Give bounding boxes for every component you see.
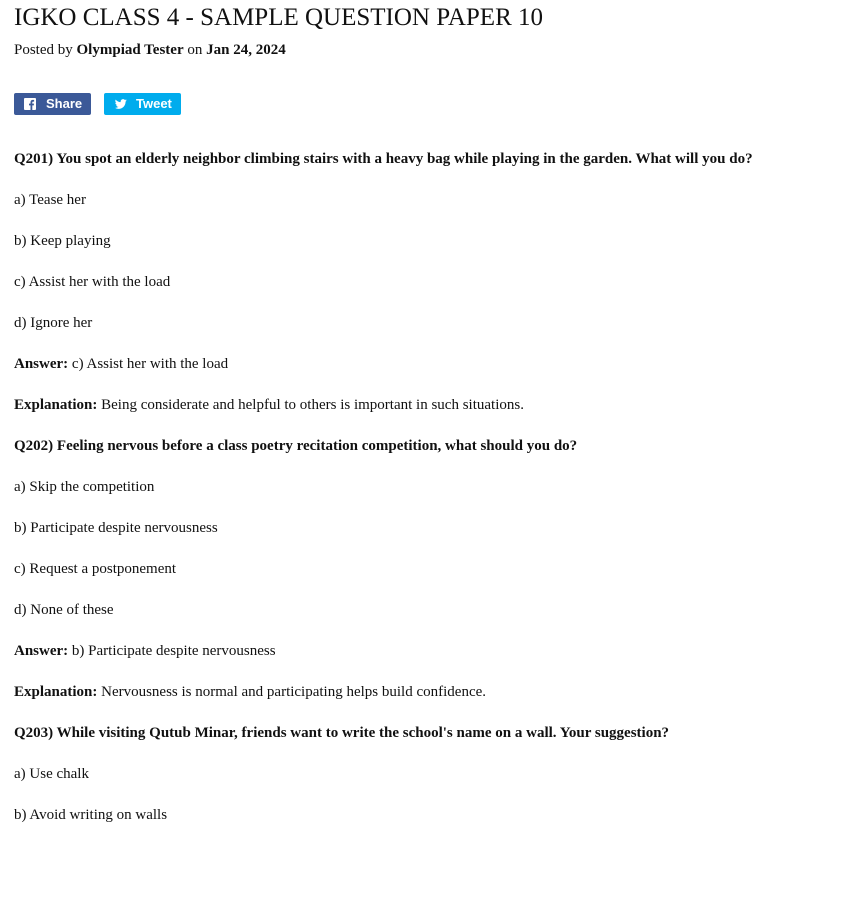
twitter-icon xyxy=(115,98,127,110)
question-text: Q202) Feeling nervous before a class poetry recitation competition, what should you do? xyxy=(14,438,578,454)
byline xyxy=(14,40,286,60)
answer-option: b) Participate despite nervousness xyxy=(14,520,218,536)
answer-option: d) Ignore her xyxy=(14,315,93,331)
answer-option: a) Skip the competition xyxy=(14,479,155,495)
answer-option: c) Request a postponement xyxy=(14,561,177,577)
answer-option: a) Tease her xyxy=(14,192,86,208)
answer-value: c) Assist her with the load xyxy=(71,356,229,372)
question-text: Q201) You spot an elderly neighbor climbing stairs with a heavy bag while playing in the garden. What will you do? xyxy=(14,151,753,167)
author-name: Olympiad Tester xyxy=(76,42,184,58)
explanation-label: Explanation: xyxy=(14,684,98,700)
facebook-share-button[interactable] xyxy=(14,93,91,115)
posted-by-label: Posted by xyxy=(14,42,73,58)
answer-label: Answer: xyxy=(14,643,69,659)
answer-value: b) Participate despite nervousness xyxy=(71,643,276,659)
on-label: on xyxy=(187,42,203,58)
article-body xyxy=(14,146,826,843)
facebook-icon xyxy=(24,98,36,110)
answer-line xyxy=(14,351,826,378)
answer-label: Answer: xyxy=(14,356,69,372)
answer-option: b) Keep playing xyxy=(14,233,111,249)
twitter-tweet-label: Tweet xyxy=(136,96,172,111)
answer-line xyxy=(14,638,826,665)
page-title: IGKO CLASS 4 - SAMPLE QUESTION PAPER 10 xyxy=(14,4,544,31)
twitter-tweet-button[interactable] xyxy=(104,93,181,115)
answer-option: b) Avoid writing on walls xyxy=(14,807,168,823)
explanation-value: Nervousness is normal and participating helps build confidence. xyxy=(101,684,487,700)
answer-option: d) None of these xyxy=(14,602,114,618)
explanation-label: Explanation: xyxy=(14,397,98,413)
answer-option: a) Use chalk xyxy=(14,766,89,782)
facebook-share-label: Share xyxy=(46,96,83,111)
explanation-value: Being considerate and helpful to others is important in such situations. xyxy=(101,397,524,413)
answer-option: c) Assist her with the load xyxy=(14,274,171,290)
explanation-line xyxy=(14,679,826,706)
question-text: Q203) While visiting Qutub Minar, friends want to write the school's name on a wall. Your suggestion? xyxy=(14,725,670,741)
explanation-line xyxy=(14,392,826,419)
post-date: Jan 24, 2024 xyxy=(206,42,286,58)
